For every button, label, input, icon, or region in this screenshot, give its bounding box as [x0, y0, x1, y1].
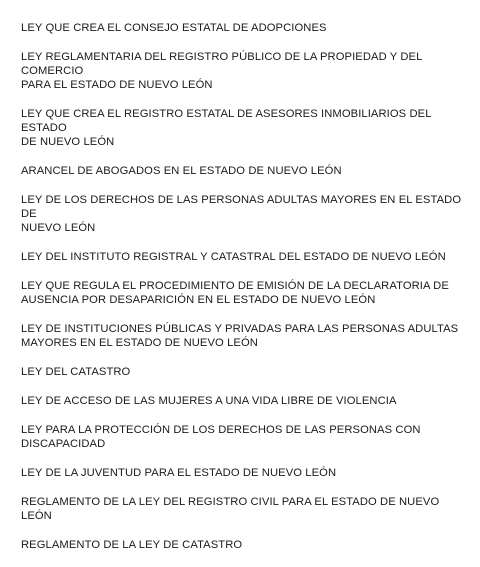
- law-title: LEY DE LOS DERECHOS DE LAS PERSONAS ADULTAS MAYORES EN EL ESTADO DE NUEVO LEÓN: [21, 194, 462, 234]
- law-title: LEY DE ACCESO DE LAS MUJERES A UNA VIDA LIBRE DE VIOLENCIA: [21, 395, 397, 407]
- law-list: [21, 21, 471, 567]
- law-title: REGLAMENTO DE LA LEY DE CATASTRO: [21, 539, 243, 551]
- law-title: LEY DEL INSTITUTO REGISTRAL Y CATASTRAL DEL ESTADO DE NUEVO LEÓN: [21, 251, 446, 263]
- law-title: LEY DE LA JUVENTUD PARA EL ESTADO DE NUEVO LEÓN: [21, 467, 337, 479]
- law-title: LEY DE INSTITUCIONES PÚBLICAS Y PRIVADAS PARA LAS PERSONAS ADULTAS MAYORES EN EL ESTADO DE NUEVO LEÓN: [21, 323, 459, 349]
- law-title: LEY PARA LA PROTECCIÓN DE LOS DERECHOS DE LAS PERSONAS CON DISCAPACIDAD: [21, 424, 421, 450]
- law-title: LEY QUE REGULA EL PROCEDIMIENTO DE EMISIÓN DE LA DECLARATORIA DE AUSENCIA POR DESAPARICIÓN EN EL ESTADO DE NUEVO LEÓN: [21, 280, 449, 306]
- law-title: LEY DEL CATASTRO: [21, 366, 131, 378]
- law-title: REGLAMENTO DE LA LEY DEL REGISTRO CIVIL PARA EL ESTADO DE NUEVO LEÓN: [21, 496, 440, 522]
- law-title: ARANCEL DE ABOGADOS EN EL ESTADO DE NUEVO LEÓN: [21, 165, 342, 177]
- law-title: LEY QUE CREA EL CONSEJO ESTATAL DE ADOPCIONES: [21, 22, 327, 34]
- law-title: LEY REGLAMENTARIA DEL REGISTRO PÚBLICO DE LA PROPIEDAD Y DEL COMERCIO PARA EL ESTADO DE NUEVO LEÓN: [21, 51, 422, 91]
- law-title: LEY QUE CREA EL REGISTRO ESTATAL DE ASESORES INMOBILIARIOS DEL ESTADO DE NUEVO LEÓN: [21, 108, 432, 148]
